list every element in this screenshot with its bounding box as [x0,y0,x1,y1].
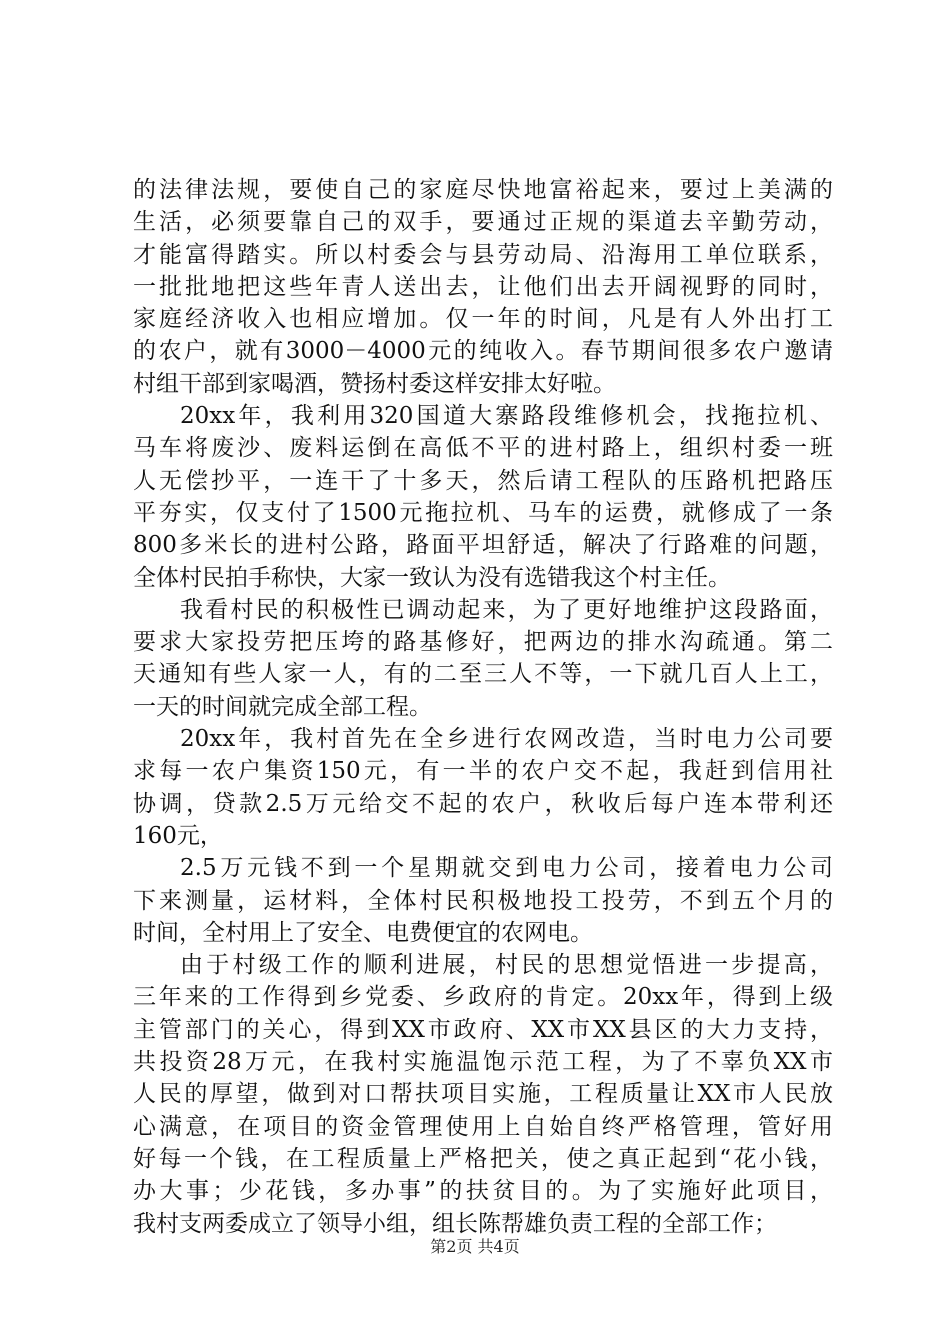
text-line: 办大事；少花钱，多办事”的扶贫目的。为了实施好此项目， [133,1178,833,1205]
document-body [133,174,833,1240]
text-line: 求每一农户集资150元，有一半的农户交不起，我赶到信用社 [133,758,833,785]
paragraph [133,400,833,594]
paragraph [133,949,833,1240]
text-line: 人无偿抄平，一连干了十多天，然后请工程队的压路机把路压 [133,467,833,494]
paragraph [133,174,833,400]
paragraph [133,852,833,949]
text-line: 主管部门的关心，得到XX市政府、XX市XX县区的大力支持， [133,1016,833,1043]
text-line: 160元， [133,822,223,849]
text-line: 800多米长的进村公路，路面平坦舒适，解决了行路难的问题， [133,532,833,559]
text-line: 才能富得踏实。所以村委会与县劳动局、沿海用工单位联系， [133,241,833,268]
text-line: 好每一个钱，在工程质量上严格把关，使之真正起到“花小钱， [133,1145,833,1172]
text-line: 由于村级工作的顺利进展，村民的思想觉悟进一步提高， [180,952,833,979]
text-line: 一天的时间就完成全部工程。 [133,693,432,720]
paragraph [133,723,833,852]
text-line: 我村支两委成立了领导小组，组长陈帮雄负责工程的全部工作； [133,1210,777,1237]
text-line: 我看村民的积极性已调动起来，为了更好地维护这段路面， [180,596,833,623]
text-line: 全体村民拍手称快，大家一致认为没有选错我这个村主任。 [133,564,731,591]
text-line: 马车将废沙、废料运倒在高低不平的进村路上，组织村委一班 [133,435,833,462]
text-line: 生活，必须要靠自己的双手，要通过正规的渠道去辛勤劳动， [133,209,833,236]
text-line: 平夯实，仅支付了1500元拖拉机、马车的运费，就修成了一条 [133,499,833,526]
text-line: 天通知有些人家一人，有的二至三人不等，一下就几百人上工， [133,661,833,688]
text-line: 村组干部到家喝酒，赞扬村委这样安排太好啦。 [133,370,616,397]
text-line: 心满意，在项目的资金管理使用上自始自终严格管理，管好用 [133,1113,833,1140]
text-line: 要求大家投劳把压垮的路基修好，把两边的排水沟疏通。第二 [133,629,833,656]
text-line: 20xx年，我村首先在全乡进行农网改造，当时电力公司要 [180,726,833,753]
text-line: 人民的厚望，做到对口帮扶项目实施，工程质量让XX市人民放 [133,1081,833,1108]
text-line: 家庭经济收入也相应增加。仅一年的时间，凡是有人外出打工 [133,306,833,333]
text-line: 的农户，就有3000－4000元的纯收入。春节期间很多农户邀请 [133,338,833,365]
text-line: 三年来的工作得到乡党委、乡政府的肯定。20xx年，得到上级 [133,984,833,1011]
text-line: 时间，全村用上了安全、电费便宜的农网电。 [133,919,593,946]
text-line: 协调，贷款2.5万元给交不起的农户，秋收后每户连本带利还 [133,790,833,817]
paragraph [133,594,833,723]
page-footer: 第2页 共4页 [430,1237,520,1256]
text-line: 2.5万元钱不到一个星期就交到电力公司，接着电力公司 [180,855,833,882]
text-line: 20xx年，我利用320国道大寨路段维修机会，找拖拉机、 [180,403,833,430]
text-line: 的法律法规，要使自己的家庭尽快地富裕起来，要过上美满的 [133,177,833,203]
text-line: 共投资28万元，在我村实施温饱示范工程，为了不辜负XX市 [133,1049,833,1076]
text-line: 一批批地把这些年青人送出去，让他们出去开阔视野的同时， [133,273,833,300]
text-line: 下来测量，运材料，全体村民积极地投工投劳，不到五个月的 [133,887,833,914]
